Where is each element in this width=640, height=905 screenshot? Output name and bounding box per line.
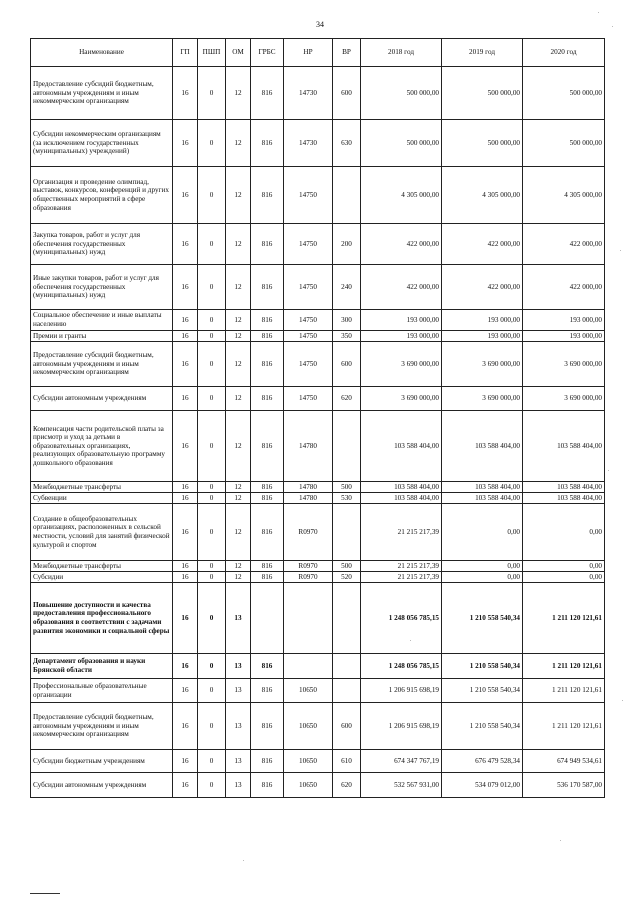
- row-2019-cell: 103 588 404,00: [442, 482, 523, 493]
- table-row: [31, 411, 605, 482]
- row-grbs-cell: 816: [251, 504, 284, 561]
- row-grbs-cell: 816: [251, 773, 284, 798]
- row-nr-cell: 14780: [284, 482, 333, 493]
- header-2019: 2019 год: [442, 39, 523, 67]
- row-2020-cell: 4 305 000,00: [523, 167, 605, 224]
- row-vr-cell: [333, 679, 361, 703]
- row-2020-cell: 1 211 120 121,61: [523, 703, 605, 750]
- row-2019-cell: 500 000,00: [442, 120, 523, 167]
- row-gp-cell: 16: [173, 67, 198, 120]
- table-row: [31, 493, 605, 504]
- row-pgp-cell: 0: [198, 572, 226, 583]
- row-om-cell: 12: [226, 224, 251, 265]
- row-om-cell: 12: [226, 572, 251, 583]
- row-gp-cell: 16: [173, 224, 198, 265]
- row-2018-cell: 193 000,00: [361, 310, 442, 331]
- table-row: [31, 342, 605, 387]
- row-pgp-cell: 0: [198, 583, 226, 654]
- footer-rule: [30, 893, 60, 894]
- table-row: [31, 561, 605, 572]
- row-om-cell: 12: [226, 167, 251, 224]
- row-2018-cell: 103 588 404,00: [361, 493, 442, 504]
- row-om-cell: 12: [226, 493, 251, 504]
- header-vr: ВР: [333, 39, 361, 67]
- row-2020-cell: 536 170 587,00: [523, 773, 605, 798]
- row-vr-cell: 500: [333, 561, 361, 572]
- row-2018-cell: 3 690 000,00: [361, 342, 442, 387]
- row-nr-cell: 10650: [284, 703, 333, 750]
- row-2018-cell: 422 000,00: [361, 224, 442, 265]
- row-nr-cell: 14730: [284, 120, 333, 167]
- row-grbs-cell: 816: [251, 679, 284, 703]
- row-grbs-cell: 816: [251, 387, 284, 411]
- row-2018-cell: 1 206 915 698,19: [361, 679, 442, 703]
- header-grbs: ГРБС: [251, 39, 284, 67]
- row-2018-cell: 21 215 217,39: [361, 504, 442, 561]
- row-om-cell: 13: [226, 703, 251, 750]
- row-2019-cell: 1 210 558 540,34: [442, 583, 523, 654]
- row-2020-cell: 193 000,00: [523, 310, 605, 331]
- row-2020-cell: 103 588 404,00: [523, 493, 605, 504]
- row-nr-cell: R0970: [284, 561, 333, 572]
- row-grbs-cell: 816: [251, 703, 284, 750]
- table-row: [31, 265, 605, 310]
- row-nr-cell: 14750: [284, 342, 333, 387]
- row-grbs-cell: 816: [251, 120, 284, 167]
- row-vr-cell: 240: [333, 265, 361, 310]
- row-grbs-cell: 816: [251, 493, 284, 504]
- row-2019-cell: 1 210 558 540,34: [442, 654, 523, 679]
- row-nr-cell: R0970: [284, 504, 333, 561]
- row-om-cell: 12: [226, 67, 251, 120]
- budget-table: [30, 38, 605, 798]
- row-name-cell: Премии и гранты: [31, 331, 173, 342]
- table-row: [31, 773, 605, 798]
- row-2018-cell: 1 248 056 785,15: [361, 654, 442, 679]
- row-2020-cell: 1 211 120 121,61: [523, 679, 605, 703]
- row-pgp-cell: 0: [198, 703, 226, 750]
- row-2018-cell: 532 567 931,00: [361, 773, 442, 798]
- row-om-cell: 12: [226, 411, 251, 482]
- row-pgp-cell: 0: [198, 387, 226, 411]
- row-gp-cell: 16: [173, 167, 198, 224]
- row-2020-cell: 193 000,00: [523, 331, 605, 342]
- table-row: [31, 167, 605, 224]
- row-vr-cell: 600: [333, 342, 361, 387]
- row-2019-cell: 0,00: [442, 572, 523, 583]
- row-vr-cell: 350: [333, 331, 361, 342]
- row-2019-cell: 0,00: [442, 504, 523, 561]
- row-grbs-cell: 816: [251, 342, 284, 387]
- row-gp-cell: 16: [173, 750, 198, 773]
- row-2018-cell: 4 305 000,00: [361, 167, 442, 224]
- row-gp-cell: 16: [173, 411, 198, 482]
- row-name-cell: Иные закупки товаров, работ и услуг для обеспечения государственных (муниципальных) нужд: [31, 265, 173, 310]
- row-pgp-cell: 0: [198, 342, 226, 387]
- row-2019-cell: 676 479 528,34: [442, 750, 523, 773]
- row-vr-cell: 610: [333, 750, 361, 773]
- row-2020-cell: 103 588 404,00: [523, 411, 605, 482]
- row-om-cell: 12: [226, 561, 251, 572]
- row-name-cell: Субвенции: [31, 493, 173, 504]
- row-nr-cell: 14750: [284, 310, 333, 331]
- row-om-cell: 13: [226, 654, 251, 679]
- row-pgp-cell: 0: [198, 67, 226, 120]
- row-2019-cell: 193 000,00: [442, 310, 523, 331]
- row-nr-cell: 14750: [284, 331, 333, 342]
- row-pgp-cell: 0: [198, 120, 226, 167]
- row-vr-cell: 500: [333, 482, 361, 493]
- row-name-cell: Субсидии автономным учреждениям: [31, 773, 173, 798]
- row-pgp-cell: 0: [198, 331, 226, 342]
- row-vr-cell: [333, 583, 361, 654]
- row-2019-cell: 0,00: [442, 561, 523, 572]
- row-2020-cell: 0,00: [523, 572, 605, 583]
- row-grbs-cell: 816: [251, 331, 284, 342]
- row-pgp-cell: 0: [198, 493, 226, 504]
- row-vr-cell: 530: [333, 493, 361, 504]
- header-name: Наименование: [31, 39, 173, 67]
- row-gp-cell: 16: [173, 703, 198, 750]
- header-pgp: ПШП: [198, 39, 226, 67]
- row-name-cell: Повышение доступности и качества предоставления профессионального образования в соответствии с задачами развития экономики и социальной сферы: [31, 583, 173, 654]
- row-om-cell: 13: [226, 750, 251, 773]
- row-grbs-cell: 816: [251, 310, 284, 331]
- row-pgp-cell: 0: [198, 167, 226, 224]
- row-om-cell: 12: [226, 482, 251, 493]
- row-name-cell: Предоставление субсидий бюджетным, автономным учреждениям и иным некоммерческим организациям: [31, 67, 173, 120]
- row-vr-cell: 600: [333, 703, 361, 750]
- table-row: [31, 679, 605, 703]
- row-nr-cell: 10650: [284, 773, 333, 798]
- row-2018-cell: 21 215 217,39: [361, 561, 442, 572]
- row-pgp-cell: 0: [198, 265, 226, 310]
- row-pgp-cell: 0: [198, 411, 226, 482]
- table-row: [31, 583, 605, 654]
- row-vr-cell: 630: [333, 120, 361, 167]
- row-pgp-cell: 0: [198, 679, 226, 703]
- row-gp-cell: 16: [173, 265, 198, 310]
- row-name-cell: Субсидии автономным учреждениям: [31, 387, 173, 411]
- row-2018-cell: 1 248 056 785,15: [361, 583, 442, 654]
- row-2019-cell: 193 000,00: [442, 331, 523, 342]
- row-om-cell: 13: [226, 583, 251, 654]
- row-name-cell: Компенсация части родительской платы за присмотр и уход за детьми в образовательных организациях, реализующих образовательную программу дошкольного образования: [31, 411, 173, 482]
- row-grbs-cell: 816: [251, 572, 284, 583]
- row-gp-cell: 16: [173, 331, 198, 342]
- row-2019-cell: 422 000,00: [442, 224, 523, 265]
- row-2020-cell: 422 000,00: [523, 265, 605, 310]
- row-vr-cell: [333, 654, 361, 679]
- row-om-cell: 12: [226, 120, 251, 167]
- row-vr-cell: [333, 167, 361, 224]
- row-2019-cell: 1 210 558 540,34: [442, 703, 523, 750]
- row-2019-cell: 103 588 404,00: [442, 411, 523, 482]
- row-gp-cell: 16: [173, 482, 198, 493]
- row-om-cell: 12: [226, 504, 251, 561]
- row-2019-cell: 500 000,00: [442, 67, 523, 120]
- row-om-cell: 12: [226, 342, 251, 387]
- row-nr-cell: 10650: [284, 679, 333, 703]
- table-row: [31, 387, 605, 411]
- row-grbs-cell: 816: [251, 67, 284, 120]
- table-row: [31, 224, 605, 265]
- row-2018-cell: 500 000,00: [361, 120, 442, 167]
- table-row: [31, 331, 605, 342]
- row-2020-cell: 1 211 120 121,61: [523, 654, 605, 679]
- table-row: [31, 310, 605, 331]
- row-om-cell: 12: [226, 331, 251, 342]
- row-grbs-cell: 816: [251, 167, 284, 224]
- row-2020-cell: 0,00: [523, 504, 605, 561]
- row-nr-cell: 14750: [284, 265, 333, 310]
- row-pgp-cell: 0: [198, 224, 226, 265]
- row-nr-cell: 14780: [284, 411, 333, 482]
- row-2020-cell: 500 000,00: [523, 120, 605, 167]
- row-2020-cell: 422 000,00: [523, 224, 605, 265]
- row-om-cell: 12: [226, 265, 251, 310]
- row-2020-cell: 3 690 000,00: [523, 342, 605, 387]
- row-name-cell: Социальное обеспечение и иные выплаты населению: [31, 310, 173, 331]
- row-om-cell: 12: [226, 387, 251, 411]
- row-vr-cell: 620: [333, 773, 361, 798]
- header-2018: 2018 год: [361, 39, 442, 67]
- row-2018-cell: 103 588 404,00: [361, 411, 442, 482]
- row-gp-cell: 16: [173, 773, 198, 798]
- row-name-cell: Закупка товаров, работ и услуг для обеспечения государственных (муниципальных) нужд: [31, 224, 173, 265]
- row-grbs-cell: 816: [251, 654, 284, 679]
- row-2019-cell: 4 305 000,00: [442, 167, 523, 224]
- row-grbs-cell: 816: [251, 482, 284, 493]
- row-pgp-cell: 0: [198, 482, 226, 493]
- table-row: [31, 654, 605, 679]
- row-2020-cell: 103 588 404,00: [523, 482, 605, 493]
- row-nr-cell: 14780: [284, 493, 333, 504]
- row-gp-cell: 16: [173, 572, 198, 583]
- row-nr-cell: 10650: [284, 750, 333, 773]
- row-gp-cell: 16: [173, 583, 198, 654]
- row-gp-cell: 16: [173, 561, 198, 572]
- row-pgp-cell: 0: [198, 310, 226, 331]
- header-row: [31, 39, 605, 67]
- row-grbs-cell: [251, 583, 284, 654]
- row-name-cell: Департамент образования и науки Брянской области: [31, 654, 173, 679]
- row-2018-cell: 21 215 217,39: [361, 572, 442, 583]
- header-nr: НР: [284, 39, 333, 67]
- row-nr-cell: R0970: [284, 572, 333, 583]
- row-2019-cell: 3 690 000,00: [442, 342, 523, 387]
- row-2018-cell: 3 690 000,00: [361, 387, 442, 411]
- row-grbs-cell: 816: [251, 265, 284, 310]
- row-2020-cell: 500 000,00: [523, 67, 605, 120]
- row-2020-cell: 674 949 534,61: [523, 750, 605, 773]
- row-grbs-cell: 816: [251, 561, 284, 572]
- row-gp-cell: 16: [173, 120, 198, 167]
- row-nr-cell: 14750: [284, 387, 333, 411]
- row-2019-cell: 422 000,00: [442, 265, 523, 310]
- table-row: [31, 120, 605, 167]
- row-pgp-cell: 0: [198, 504, 226, 561]
- row-nr-cell: 14750: [284, 167, 333, 224]
- row-2018-cell: 422 000,00: [361, 265, 442, 310]
- table-row: [31, 482, 605, 493]
- row-nr-cell: [284, 654, 333, 679]
- row-2018-cell: 674 347 767,19: [361, 750, 442, 773]
- row-2019-cell: 534 079 012,00: [442, 773, 523, 798]
- table-body: [31, 67, 605, 798]
- page-number: 34: [316, 20, 324, 29]
- table-row: [31, 67, 605, 120]
- row-name-cell: Межбюджетные трансферты: [31, 561, 173, 572]
- row-2019-cell: 3 690 000,00: [442, 387, 523, 411]
- row-vr-cell: 520: [333, 572, 361, 583]
- row-pgp-cell: 0: [198, 750, 226, 773]
- row-2018-cell: 193 000,00: [361, 331, 442, 342]
- row-gp-cell: 16: [173, 387, 198, 411]
- row-gp-cell: 16: [173, 504, 198, 561]
- row-vr-cell: 620: [333, 387, 361, 411]
- row-name-cell: Организация и проведение олимпиад, выставок, конкурсов, конференций и других общественных мероприятий в сфере образования: [31, 167, 173, 224]
- row-name-cell: Субсидии бюджетным учреждениям: [31, 750, 173, 773]
- row-om-cell: 12: [226, 310, 251, 331]
- row-pgp-cell: 0: [198, 773, 226, 798]
- row-vr-cell: 200: [333, 224, 361, 265]
- row-vr-cell: [333, 504, 361, 561]
- row-gp-cell: 16: [173, 679, 198, 703]
- row-vr-cell: 600: [333, 67, 361, 120]
- row-grbs-cell: 816: [251, 750, 284, 773]
- row-gp-cell: 16: [173, 342, 198, 387]
- row-2019-cell: 1 210 558 540,34: [442, 679, 523, 703]
- row-vr-cell: [333, 411, 361, 482]
- row-2018-cell: 1 206 915 698,19: [361, 703, 442, 750]
- table-row: [31, 572, 605, 583]
- row-2020-cell: 1 211 120 121,61: [523, 583, 605, 654]
- table-row: [31, 703, 605, 750]
- row-pgp-cell: 0: [198, 561, 226, 572]
- row-name-cell: Профессиональные образовательные организации: [31, 679, 173, 703]
- header-om: ОМ: [226, 39, 251, 67]
- row-2018-cell: 103 588 404,00: [361, 482, 442, 493]
- row-gp-cell: 16: [173, 654, 198, 679]
- row-pgp-cell: 0: [198, 654, 226, 679]
- row-2020-cell: 0,00: [523, 561, 605, 572]
- row-name-cell: Предоставление субсидий бюджетным, автономным учреждениям и иным некоммерческим организациям: [31, 703, 173, 750]
- row-name-cell: Создание в общеобразовательных организациях, расположенных в сельской местности, условий для занятий физической культурой и спортом: [31, 504, 173, 561]
- row-2020-cell: 3 690 000,00: [523, 387, 605, 411]
- row-gp-cell: 16: [173, 493, 198, 504]
- row-om-cell: 13: [226, 773, 251, 798]
- row-grbs-cell: 816: [251, 411, 284, 482]
- row-name-cell: Межбюджетные трансферты: [31, 482, 173, 493]
- row-nr-cell: [284, 583, 333, 654]
- row-grbs-cell: 816: [251, 224, 284, 265]
- row-nr-cell: 14750: [284, 224, 333, 265]
- row-2018-cell: 500 000,00: [361, 67, 442, 120]
- table-row: [31, 504, 605, 561]
- row-gp-cell: 16: [173, 310, 198, 331]
- row-nr-cell: 14730: [284, 67, 333, 120]
- table-row: [31, 750, 605, 773]
- row-vr-cell: 300: [333, 310, 361, 331]
- row-name-cell: Субсидии некоммерческим организациям (за исключением государственных (муниципальных) учреждений): [31, 120, 173, 167]
- row-om-cell: 13: [226, 679, 251, 703]
- row-name-cell: Предоставление субсидий бюджетным, автономным учреждениям и иным некоммерческим организациям: [31, 342, 173, 387]
- row-2019-cell: 103 588 404,00: [442, 493, 523, 504]
- header-2020: 2020 год: [523, 39, 605, 67]
- row-name-cell: Субсидии: [31, 572, 173, 583]
- header-gp: ГП: [173, 39, 198, 67]
